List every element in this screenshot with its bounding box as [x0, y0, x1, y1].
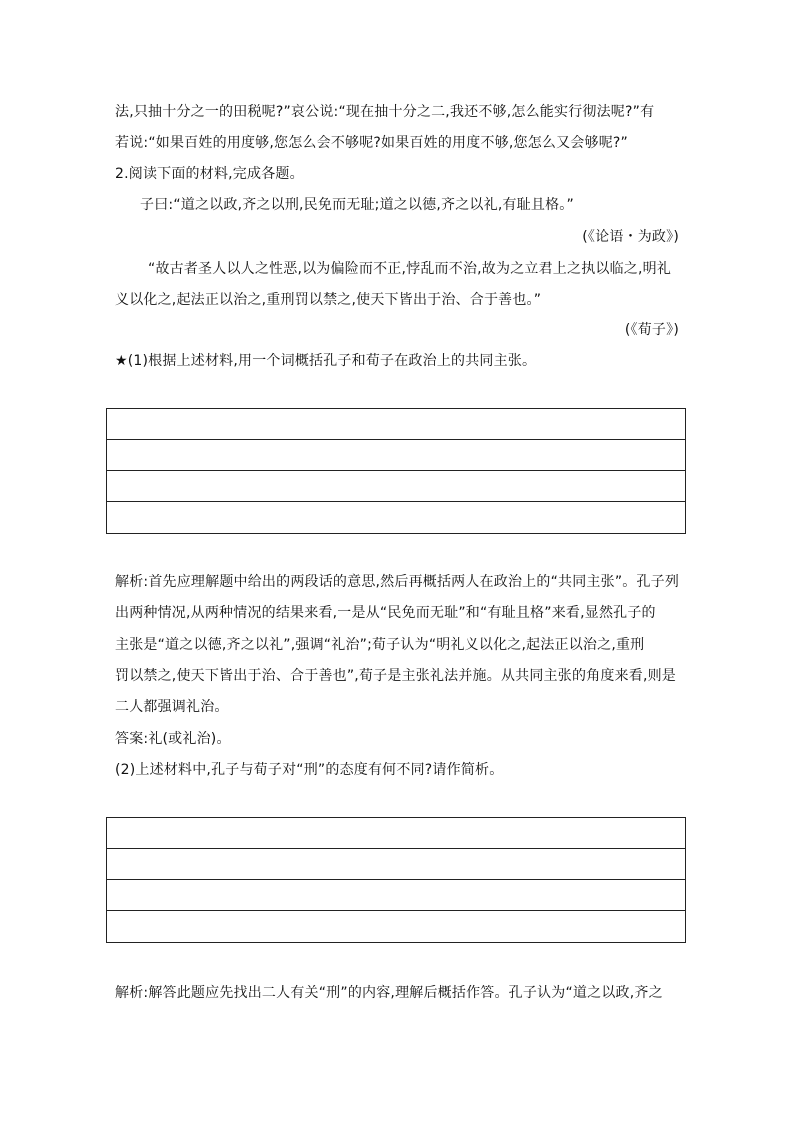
analysis-text: 解析:解答此题应先找出二人有关“刑”的内容,理解后概括作答。孔子认为“道之以政,齐之	[115, 985, 663, 1001]
subquestion-2: (2)上述材料中,孔子与荀子对“刑”的态度有何不同?请作简析。	[115, 762, 504, 778]
source-citation: (《论语・为政》)	[582, 229, 679, 245]
answer-box-2[interactable]	[106, 817, 686, 943]
text-line: 若说:“如果百姓的用度够,您怎么会不够呢?如果百姓的用度不够,您怎么又会够呢?”	[115, 135, 628, 151]
answer-box-1[interactable]	[106, 408, 686, 534]
quote-confucius: 子曰:“道之以政,齐之以刑,民免而无耻;道之以德,齐之以礼,有耻且格。”	[140, 197, 574, 213]
analysis-text: 二人都强调礼治。	[115, 699, 229, 715]
answer-line[interactable]	[107, 409, 685, 440]
subquestion-1: ★(1)根据上述材料,用一个词概括孔子和荀子在政治上的共同主张。	[115, 353, 537, 369]
analysis-text: 解析:首先应理解题中给出的两段话的意思,然后再概括两人在政治上的“共同主张”。孔子列	[115, 574, 680, 590]
answer-line[interactable]	[107, 818, 685, 849]
answer-line[interactable]	[107, 849, 685, 880]
answer-line[interactable]	[107, 911, 685, 942]
analysis-text: 罚以禁之,使天下皆出于治、合于善也”,荀子是主张礼法并施。从共同主张的角度来看,则是	[115, 668, 677, 684]
quote-xunzi-cont: 义以化之,起法正以治之,重刑罚以禁之,使天下皆出于治、合于善也。”	[115, 292, 542, 308]
answer-text: 答案:礼(或礼治)。	[115, 731, 231, 747]
quote-xunzi: “故古者圣人以人之性恶,以为偏险而不正,悖乱而不治,故为之立君上之执以临之,明礼	[148, 261, 672, 277]
question-heading: 2.阅读下面的材料,完成各题。	[115, 166, 304, 182]
answer-line[interactable]	[107, 471, 685, 502]
text-line: 法,只抽十分之一的田税呢?”哀公说:“现在抽十分之二,我还不够,怎么能实行彻法呢?”有	[115, 104, 655, 120]
answer-line[interactable]	[107, 502, 685, 533]
answer-line[interactable]	[107, 440, 685, 471]
source-citation: (《荀子》)	[624, 322, 679, 338]
analysis-text: 主张是“道之以德,齐之以礼”,强调“礼治”;荀子认为“明礼义以化之,起法正以治之,重刑	[115, 637, 645, 653]
analysis-text: 出两种情况,从两种情况的结果来看,一是从“民免而无耻”和“有耻且格”来看,显然孔子的	[115, 605, 656, 621]
answer-line[interactable]	[107, 880, 685, 911]
